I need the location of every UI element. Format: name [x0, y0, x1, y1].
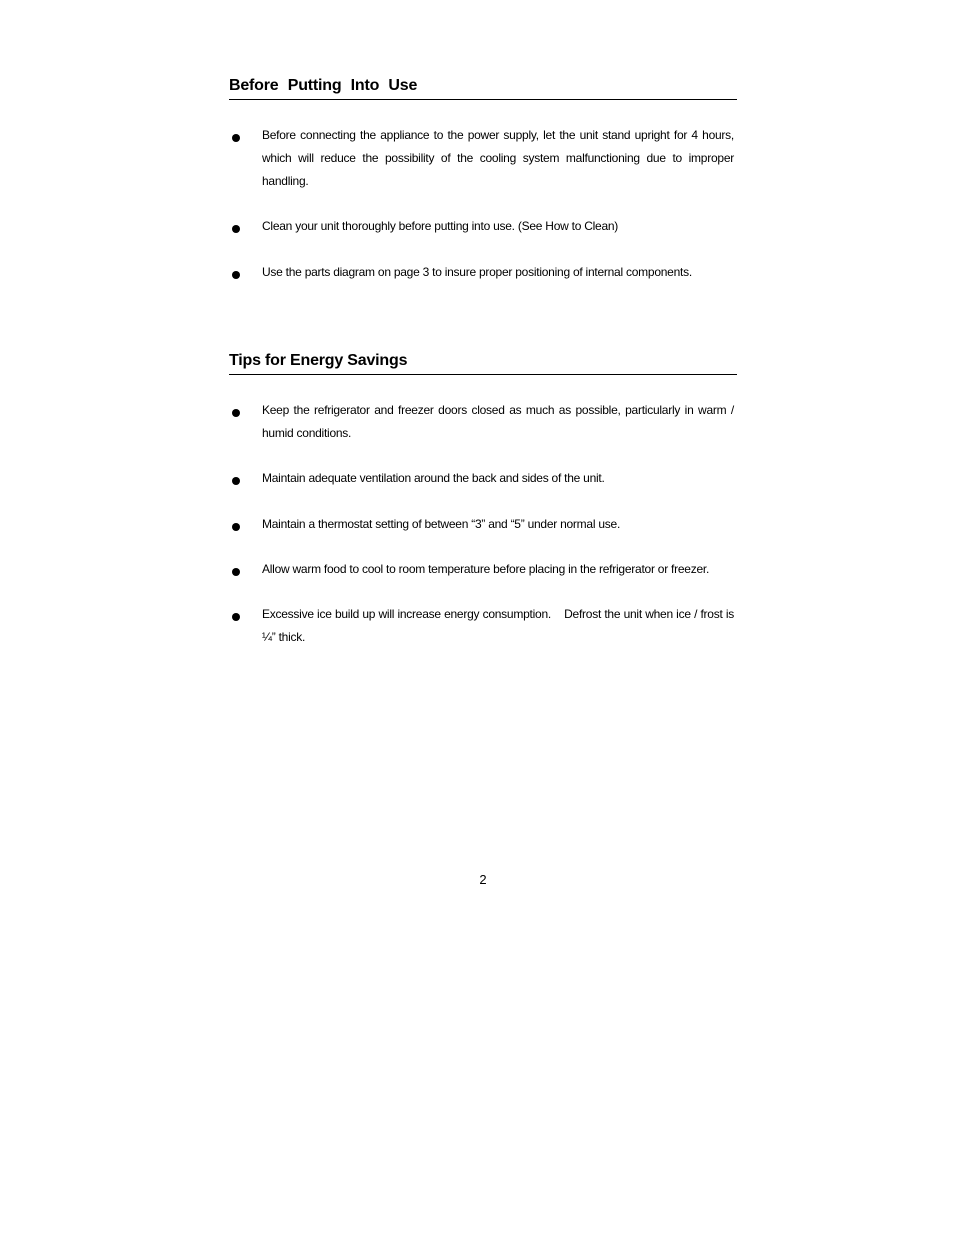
bullet-icon	[232, 613, 240, 621]
section-title: Tips for Energy Savings	[229, 351, 737, 375]
bullet-icon	[232, 568, 240, 576]
bullet-icon	[232, 225, 240, 233]
bullet-icon	[232, 409, 240, 417]
section-before-putting-into-use	[229, 76, 737, 279]
bullet-icon	[232, 477, 240, 485]
bullet-icon	[232, 523, 240, 531]
bullet-icon	[232, 134, 240, 142]
list-item-text: Keep the refrigerator and freezer doors closed as much as possible, particularly in warm / humid conditions.	[262, 403, 734, 440]
list-item-text: Excessive ice build up will increase energy consumption. Defrost the unit when ice / frost is ¼” thick.	[262, 607, 738, 644]
list-item-text: Before connecting the appliance to the power supply, let the unit stand upright for 4 hours, which will reduce the possibility of the cooling system malfunctioning due to improper handling.	[262, 128, 734, 188]
list-item-text: Clean your unit thoroughly before putting into use. (See How to Clean)	[262, 219, 619, 233]
section-tips-for-energy-savings	[229, 351, 738, 644]
page-number: 2	[479, 872, 487, 887]
section-title: Before Putting Into Use	[229, 76, 737, 100]
bullet-icon	[232, 271, 240, 279]
list-item-text: Allow warm food to cool to room temperature before placing in the refrigerator or freezer.	[262, 562, 710, 576]
list-item-text: Maintain adequate ventilation around the back and sides of the unit.	[262, 471, 605, 485]
list-item-text: Maintain a thermostat setting of between “3” and “5” under normal use.	[262, 517, 621, 531]
list-item-text: Use the parts diagram on page 3 to insure proper positioning of internal components.	[262, 265, 692, 279]
